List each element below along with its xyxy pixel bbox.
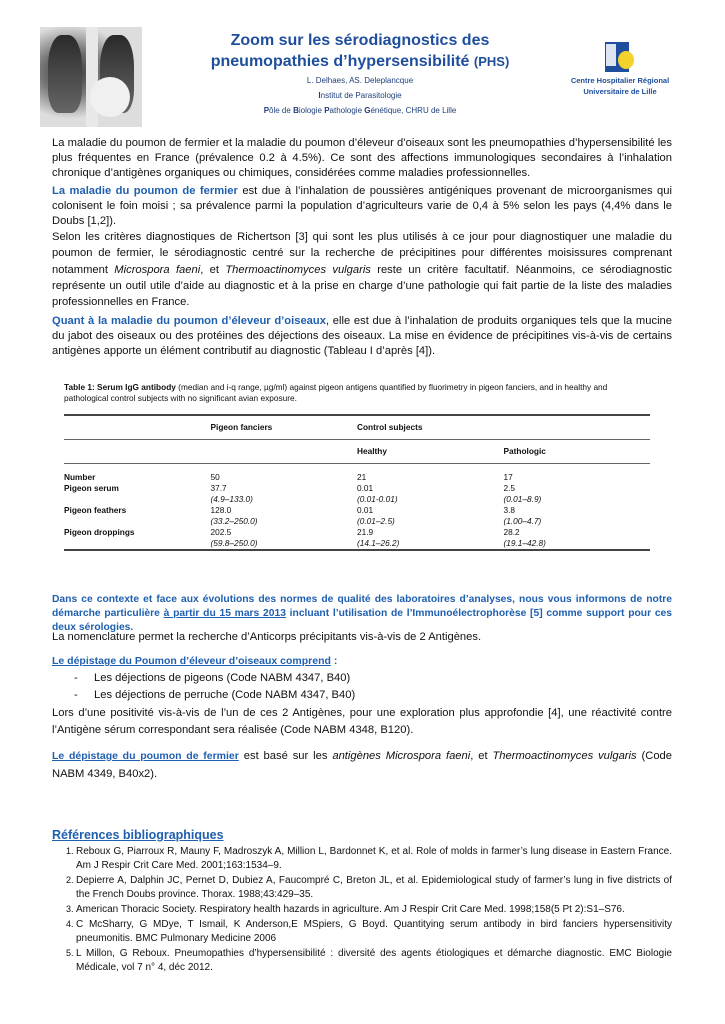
reference-item: 3. American Thoracic Society. Respiratory health hazards in agriculture. Am J Respir Crit Care Med. 1998;158(5 Pt 2):S1–S76. [76, 902, 672, 917]
bird-screening-list [52, 670, 672, 703]
reference-item: 1. Reboux G, Piarroux R, Mauny F, Madroszyk A, Million L, Bardonnet K, et al. Role of molds in farmer’s lung disease in Eastern France. Am J Respir Crit Care Med. 2001;163:1534–9. [76, 844, 672, 873]
table-row: Number 50 21 17 [64, 472, 513, 482]
intro-paragraph: La maladie du poumon de fermier et la maladie du poumon d’éleveur d’oiseaux sont les pneumopathies d’hypersensibilité les plus fréquentes en France (prévalence 0.2 à 4.5%). Ce sont des affections immunologiques secondaires à l’inhalation chronique d’antigènes organiques ou chimiques, considérées comme maladies professionnelles. [52, 137, 672, 179]
chest-xray-image [40, 27, 142, 127]
references-heading: Références bibliographiques [52, 828, 224, 842]
list-item: - Les déjections de perruche (Code NABM 4347, B40) [74, 687, 672, 704]
positivity-paragraph: Lors d’une positivité vis-à-vis de l’un de ces 2 Antigènes, pour une exploration plus approfondie [4], une réactivité contre l’Antigène sérum correspondant sera réalisée (Code NABM 4348, B120). [52, 707, 672, 736]
chru-logo-icon [600, 42, 640, 74]
reference-item: 4. C McSharry, G MDye, T Ismail, K Anderson,E MSpiers, G Boyd. Quantitying serum antibody in bird fanciers hypersensitivity pneumonitis. BMC Pulmonary Medicine 2006 [76, 917, 672, 946]
context-paragraph: Dans ce contexte et face aux évolutions des normes de qualité des laboratoires d’analyses, nous vous informons de notre démarche particulière à partir du 15 mars 2013 incluant l’utilisation de l’Immunoélectrophorèse [5] comme support pour ces deux sérologies. [52, 594, 672, 633]
pole: Pôle de Biologie Pathologie Génétique, CHRU de Lille [263, 106, 457, 115]
institute: Institut de Parasitologie [318, 91, 402, 100]
reference-item: 5. L Millon, G Reboux. Pneumopathies d’hypersensibilité : diversité des agents étiologiques et démarche diagnostic. EMC Biologie Médicale, vol 7 n° 4, déc 2012. [76, 946, 672, 975]
authors: L. Delhaes, AS. Deleplancque [306, 76, 414, 85]
table-row: Pigeon serum 37.7 (4.9–133.0) 0.01 (0.01-0.01) 2.5 (0.01–8.9) [64, 483, 542, 504]
table-1 [64, 382, 650, 553]
criteria-paragraph: Selon les critères diagnostiques de Richertson [3] qui sont les plus utilisés à ce jour pour diagnostiquer une maladie du poumon de fermier, le sérodiagnostic centré sur la recherche de précipitines pour différentes moisissures comprenant notamment Microspora faeni, et Thermoactinomyces vulgaris reste un critère facultatif. Néanmoins, ce sérodiagnostic représente un outil utile d’aide au diagnostic et à la prise en charge d’une pathologie qui fait partie de la liste des maladies professionnelles en France. [52, 231, 672, 309]
antibody-table: Pigeon fanciers Control subjects Healthy Pathologic Number 50 21 17 Pigeon serum 37.7 (4.9–133.0) 0.01 (0.01-0.01) 2.5 (0.01–8.9) Pigeon feathers 128.0 (33.2–250.0) 0.01 (0.01–2.5) 3.8 (1.00–4.7) Pigeon droppings 202.5 (59.8–250.0) 21.9 (14.1–26.2) 28.2 (19.1–42.8) [64, 414, 650, 553]
farmer-lung-paragraph: La maladie du poumon de fermier est due à l’inhalation de poussières antigéniques provenant de microorganismes qui colonisent le foin moisi ; sa prévalence parmi la population d’agriculteurs varie de 0,4 à 5% selon les pays (4,4% dans le Doubs [1,2]). [52, 185, 672, 227]
chru-logo: Centre Hospitalier Régional Universitaire de Lille [555, 42, 685, 96]
reference-item: 2. Depierre A, Dalphin JC, Pernet D, Dubiez A, Faucompré C, Breton JL, et al. Epidemiological study of farmer’s lung in five districts of the French Doubs province. Thorax. 1988;43:429–35. [76, 873, 672, 902]
page-title: Zoom sur les sérodiagnostics des pneumopathies d’hypersensibilité (PHS) [210, 32, 510, 70]
bird-screening-heading: Le dépistage du Poumon d’éleveur d’oiseaux comprend : [52, 655, 338, 667]
nomenclature-paragraph: La nomenclature permet la recherche d’Anticorps précipitants vis-à-vis de 2 Antigènes. [52, 631, 482, 643]
bird-lung-paragraph: Quant à la maladie du poumon d’éleveur d’oiseaux, elle est due à l’inhalation de produits organiques tels que la mucine du jabot des oiseaux ou des protéines des déjections des oiseaux. La mise en évidence de précipitines vis-à-vis de certains antigènes apporte un élément contributif au diagnostic (Tableau I d’après [4]). [52, 315, 673, 357]
table-row: Pigeon feathers 128.0 (33.2–250.0) 0.01 (0.01–2.5) 3.8 (1.00–4.7) [64, 505, 542, 526]
table-row: Pigeon droppings 202.5 (59.8–250.0) 21.9 (14.1–26.2) 28.2 (19.1–42.8) [64, 527, 546, 548]
table-caption: Table 1: Serum IgG antibody (median and i-q range, µg/ml) against pigeon antigens quantified by fluorimetry in pigeon fanciers, and in healthy and pathological control subjects with no significant avian exposure. [64, 382, 608, 403]
document-header [180, 30, 540, 117]
list-item: - Les déjections de pigeons (Code NABM 4347, B40) [74, 670, 672, 687]
references [52, 828, 672, 975]
farmer-screening-paragraph: Le dépistage du poumon de fermier est basé sur les antigènes Microspora faeni, et Thermoactinomyces vulgaris (Code NABM 4349, B40x2). [52, 750, 672, 780]
